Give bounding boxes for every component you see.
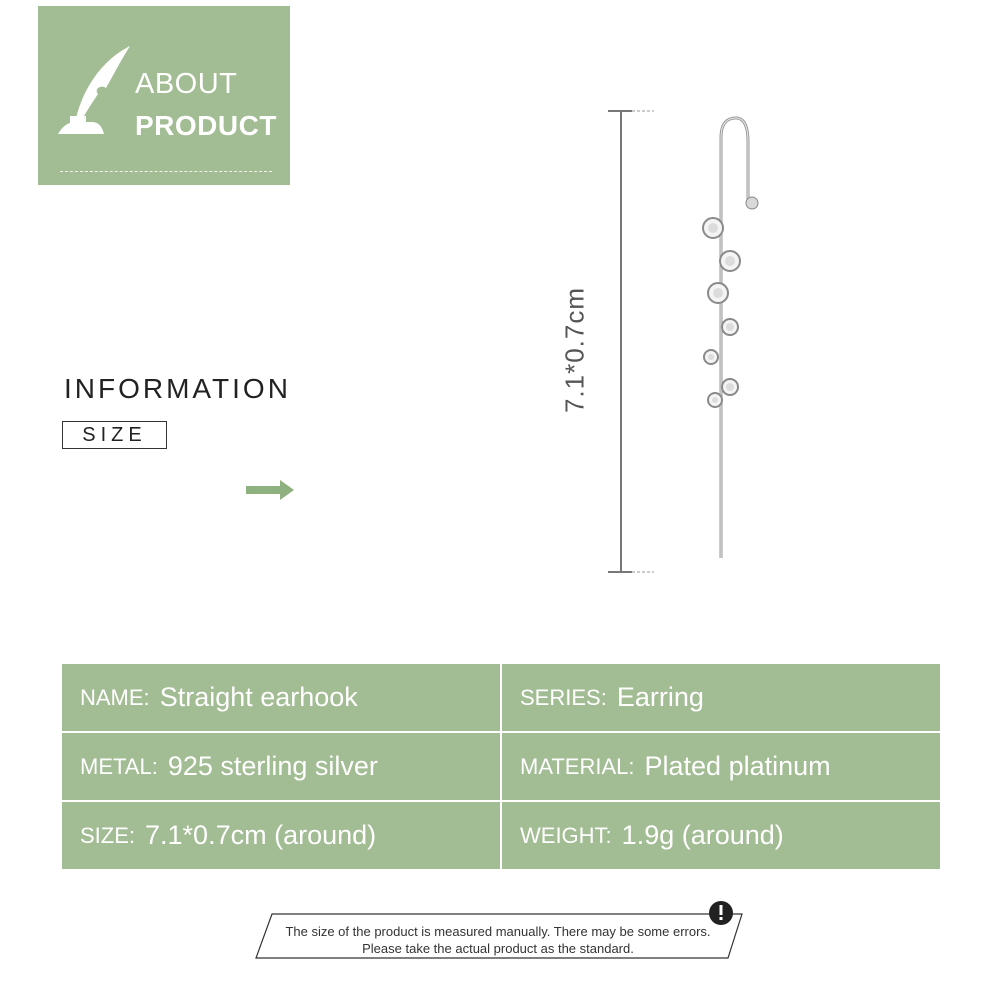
section-title: INFORMATION	[64, 373, 291, 404]
spec-key: MATERIAL:	[520, 753, 635, 779]
product-label: PRODUCT	[135, 110, 277, 141]
disclaimer	[255, 923, 741, 957]
specs-table	[62, 664, 940, 869]
disclaimer-line2: Please take the actual product as the standard.	[362, 941, 634, 956]
spec-value: 1.9g (around)	[621, 820, 784, 850]
dimension-label: 7.1*0.7cm	[559, 286, 590, 414]
spec-size	[62, 802, 500, 869]
spec-key: SIZE:	[80, 822, 136, 848]
spec-metal	[62, 733, 500, 800]
arrow-right-icon	[246, 480, 296, 500]
spec-series	[502, 664, 940, 731]
disclaimer-line1: The size of the product is measured manually. There may be some errors.	[285, 924, 711, 939]
earhook-product-drawing	[560, 100, 800, 590]
about-product-banner	[38, 6, 290, 185]
banner-divider	[60, 171, 272, 172]
spec-value: 925 sterling silver	[167, 751, 378, 781]
spec-value: Straight earhook	[159, 682, 358, 712]
spec-name	[62, 664, 500, 731]
spec-value: 7.1*0.7cm (around)	[145, 820, 377, 850]
spec-value: Earring	[616, 682, 704, 712]
spec-value: Plated platinum	[644, 751, 831, 781]
spec-key: SERIES:	[520, 684, 607, 710]
spec-key: WEIGHT:	[520, 822, 612, 848]
quill-inkwell-icon	[54, 44, 134, 144]
size-tag: SIZE	[62, 421, 167, 449]
about-label: ABOUT	[135, 68, 238, 100]
spec-key: METAL:	[80, 753, 158, 779]
warning-icon	[709, 901, 733, 925]
spec-material	[502, 733, 940, 800]
spec-weight	[502, 802, 940, 869]
spec-key: NAME:	[80, 684, 150, 710]
